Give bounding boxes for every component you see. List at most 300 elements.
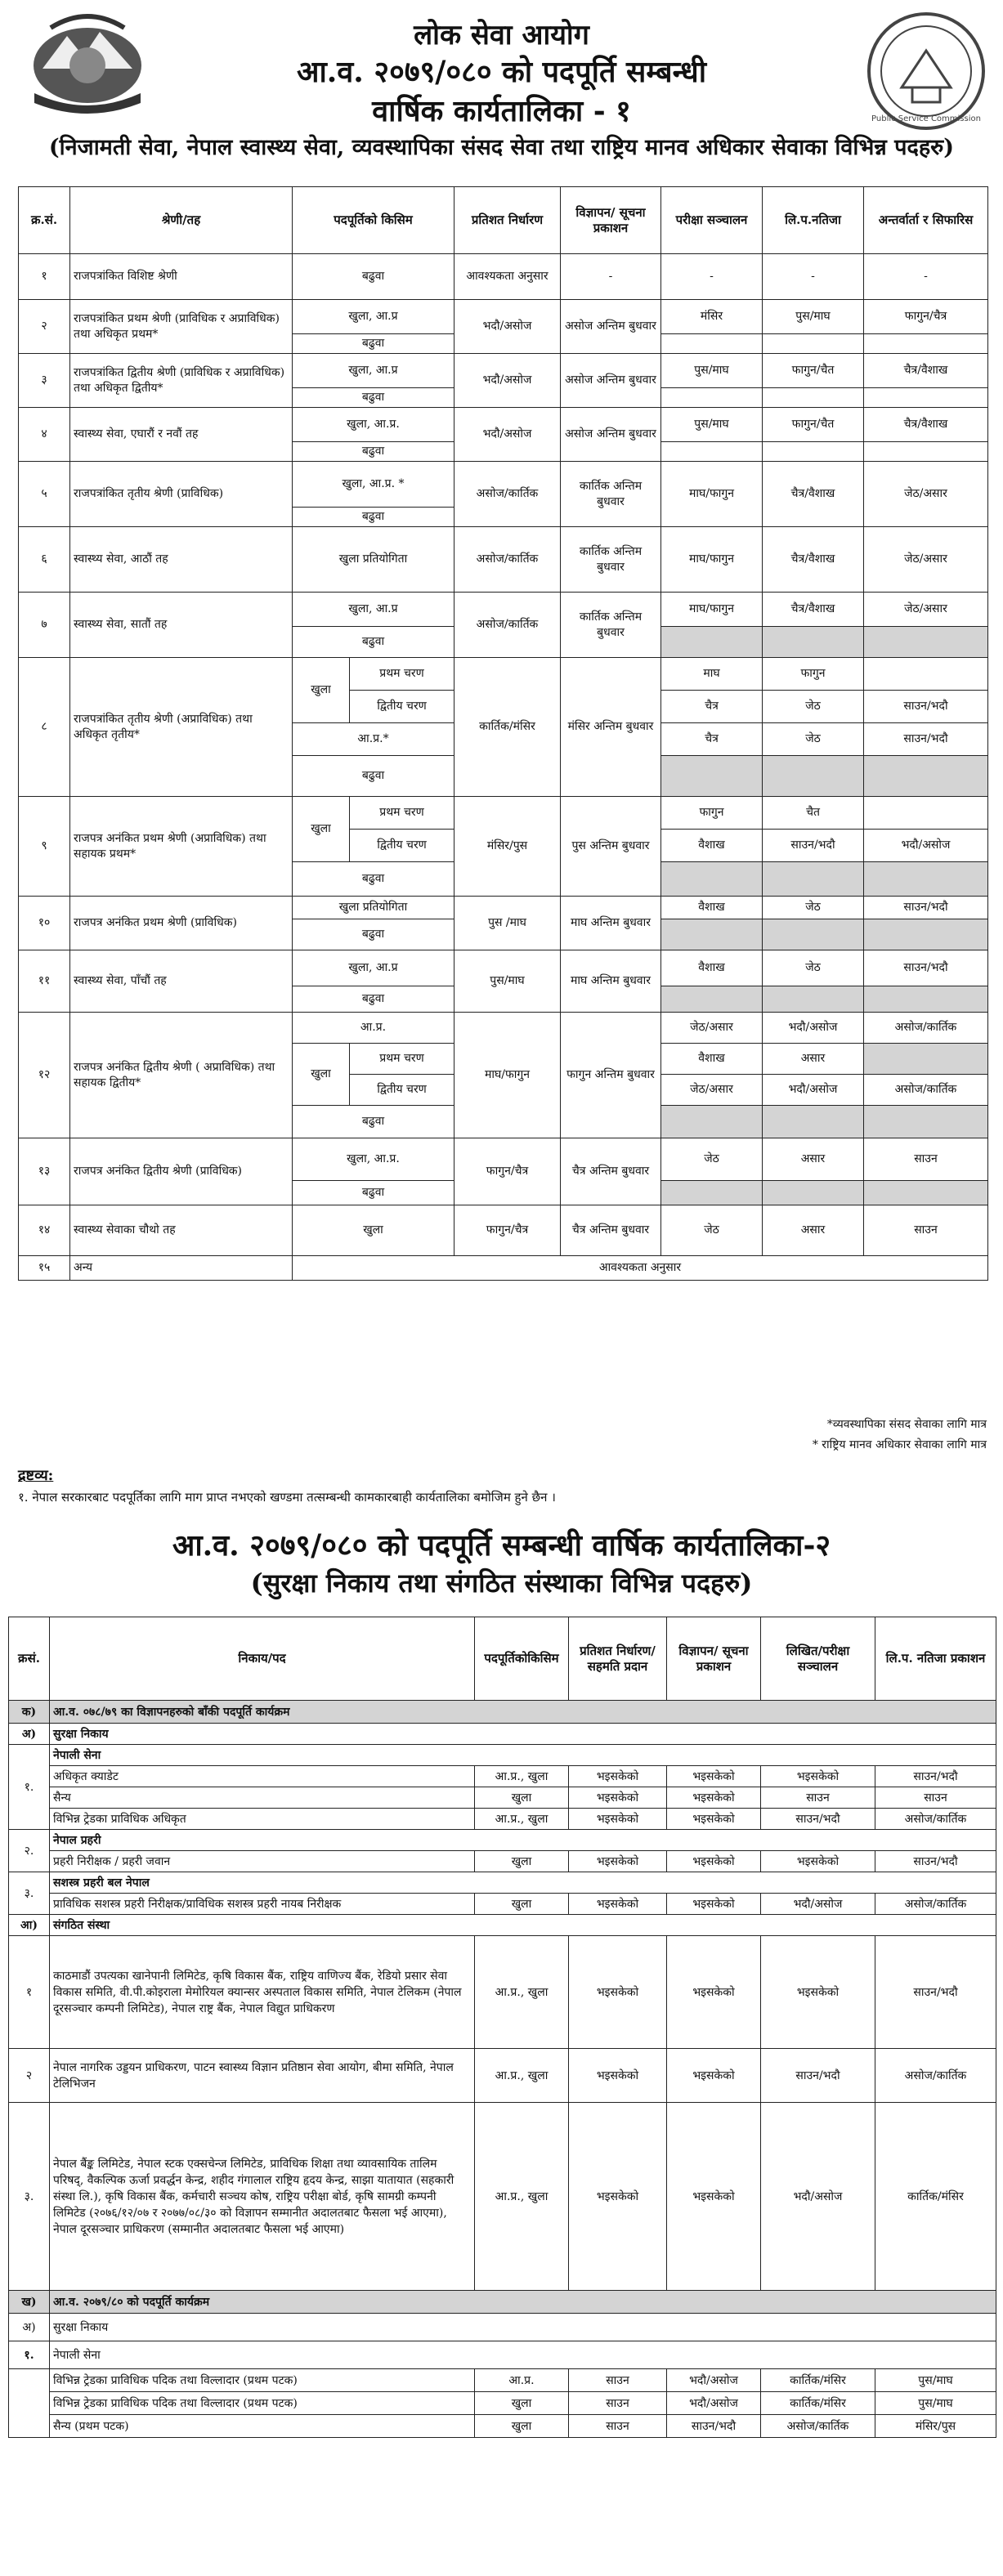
shaded-cell — [661, 862, 763, 897]
row-result: भदौ/असोज — [763, 1013, 864, 1044]
row-advert: कार्तिक अन्तिम बुधवार — [561, 462, 661, 527]
row-type-open: खुला — [293, 658, 350, 723]
row-result: चैत्र/वैशाख — [763, 527, 864, 593]
note-text: १. नेपाल सरकारबाट पदपूर्तिका लागि माग प्राप्त नभएको खण्डमा तत्सम्बन्धी कामकारबाही कार्यतालिका बमोजिम हुने छैन । — [18, 1490, 556, 1505]
section-row — [9, 1701, 996, 1724]
row-sn: ३. — [9, 1872, 50, 1915]
shaded-cell — [864, 1106, 988, 1138]
row-advert: भइसकेको — [667, 1851, 761, 1872]
row-exam: चैत्र — [661, 691, 763, 723]
col-header-exam: परीक्षा सञ्चालन — [661, 187, 763, 254]
row-type: खुला, आ.प्र — [293, 354, 454, 388]
table-header-row — [9, 1617, 996, 1701]
row-percent: भइसकेको — [569, 1766, 667, 1787]
row-result: चैत्र/वैशाख — [763, 462, 864, 527]
row-result: भदौ/असोज — [763, 1075, 864, 1106]
row-percent: साउन — [569, 2392, 667, 2415]
row-type: खुला — [293, 1205, 454, 1256]
shaded-cell — [661, 986, 763, 1013]
row-advert: असोज अन्तिम बुधवार — [561, 408, 661, 462]
row-exam: साउन/भदौ — [761, 1809, 875, 1830]
row-type: खुला, आ.प्र. — [293, 408, 454, 442]
row-phase-2: द्वितीय चरण — [350, 830, 454, 862]
footnote-legislature: *व्यवस्थापिका संसद सेवाका लागि मात्र — [826, 1418, 987, 1431]
row-percent: भइसकेको — [569, 1894, 667, 1915]
row-post: राजपत्रांकित द्वितीय श्रेणी (प्राविधिक र अप्राविधिक) तथा अधिकृत द्वितीय* — [70, 354, 293, 408]
row-advert: साउन/भदौ — [667, 2415, 761, 2438]
body-name: नेपाली सेना — [50, 2341, 996, 2369]
shaded-cell — [661, 756, 763, 797]
table-row — [9, 1894, 996, 1915]
empty-cell — [661, 442, 763, 462]
empty-cell — [661, 334, 763, 354]
subsection-key: आ) — [9, 1915, 50, 1936]
row-post: स्वास्थ्य सेवा, सातौं तह — [70, 593, 293, 658]
row-interview: साउन/भदौ — [864, 897, 988, 919]
row-interview: फागुन/चैत्र — [864, 300, 988, 334]
col-header-interview: अन्तर्वार्ता र सिफारिस — [864, 187, 988, 254]
row-advert: असोज अन्तिम बुधवार — [561, 300, 661, 354]
empty-cell — [864, 334, 988, 354]
row-post: नेपाल नागरिक उड्डयन प्राधिकरण, पाटन स्वास्थ्य विज्ञान प्रतिष्ठान सेवा आयोग, बीमा समिति, नेपाल टेलिभिजन — [50, 2049, 475, 2103]
row-result: पुस/माघ — [875, 2392, 996, 2415]
col-header-result: लि.प. नतिजा प्रकाशन — [875, 1617, 996, 1701]
row-advert: कार्तिक अन्तिम बुधवार — [561, 527, 661, 593]
note-heading: द्रष्टव्य: — [18, 1467, 54, 1484]
row-post: अन्य — [70, 1256, 293, 1281]
col-header-post: श्रेणी/तह — [70, 187, 293, 254]
table-row — [9, 2369, 996, 2392]
row-sn: १. — [9, 2341, 50, 2369]
row-result: जेठ — [763, 897, 864, 919]
row-type: खुला — [475, 1787, 569, 1809]
row-percent: असोज/कार्तिक — [454, 462, 561, 527]
shaded-cell — [763, 1106, 864, 1138]
row-post: काठमाडौं उपत्यका खानेपानी लिमिटेड, कृषि विकास बैंक, राष्ट्रिय वाणिज्य बैंक, रेडियो प्रसार सेवा विकास समिति, वी.पी.कोइराला मेमोरियल क्यान्सर अस्पताल विकास समिति, नेपाल टेलिकम (नेपाल दूरसञ्चार कम्पनी लिमिटेड), नेपाल राष्ट्र बैंक, नेपाल विद्युत प्राधिकरण — [50, 1936, 475, 2049]
row-percent: मंसिर/पुस — [454, 797, 561, 897]
table-row — [19, 300, 988, 334]
row-sn: १४ — [19, 1205, 70, 1256]
table-row — [19, 593, 988, 627]
row-exam: भइसकेको — [761, 1851, 875, 1872]
row-post: राजपत्र अनंकित द्वितीय श्रेणी (प्राविधिक) — [70, 1138, 293, 1205]
row-sn: ३ — [19, 354, 70, 408]
row-sn: ३. — [9, 2103, 50, 2291]
shaded-cell — [864, 1181, 988, 1205]
shaded-cell — [661, 919, 763, 950]
row-phase-2: द्वितीय चरण — [350, 691, 454, 723]
col-header-result: लि.प.नतिजा — [763, 187, 864, 254]
row-exam: फागुन — [661, 797, 763, 830]
table-row — [19, 1205, 988, 1256]
section-key: ख) — [9, 2291, 50, 2314]
row-post: नेपाल बैंङ्क लिमिटेड, नेपाल स्टक एक्सचेन्ज लिमिटेड, प्राविधिक शिक्षा तथा व्यावसायिक तालिम परिषद्, वैकल्पिक ऊर्जा प्रवर्द्धन केन्द्र, शहीद गंगालाल राष्ट्रिय हृदय केन्द्र, साझा यातायात (सहकारी संस्था लि.), कृषि विकास बैंक, कर्मचारी सञ्चय कोष, राष्ट्रिय परीक्षा बोर्ड, कृषि सामग्री कम्पनी लिमिटेड (२०७६/१२/०७ र २०७७/०८/३० को विज्ञापन सम्मानीत अदालतबाट फैसला भई आएमा), नेपाल दूरसञ्चार प्राधिकरण (सम्मानीत अदालतबाट फैसला भई आएमा) — [50, 2103, 475, 2291]
row-type: बढुवा — [293, 254, 454, 300]
row-post: राजपत्रांकित प्रथम श्रेणी (प्राविधिक र अप्राविधिक) तथा अधिकृत प्रथम* — [70, 300, 293, 354]
row-advert: भइसकेको — [667, 2103, 761, 2291]
row-result: जेठ — [763, 723, 864, 756]
shaded-cell — [864, 627, 988, 658]
schedule-title: वार्षिक कार्यतालिका - १ — [372, 94, 631, 128]
row-advert: भदौ/असोज — [667, 2369, 761, 2392]
table-header-row — [19, 187, 988, 254]
row-exam: माघ/फागुन — [661, 593, 763, 627]
table-row — [19, 462, 988, 508]
row-type: आ.प्र., खुला — [475, 2103, 569, 2291]
col-header-advert: विज्ञापन/ सूचना प्रकाशन — [667, 1617, 761, 1701]
shaded-cell — [763, 986, 864, 1013]
shaded-cell — [864, 1044, 988, 1075]
row-exam: पुस/माघ — [661, 408, 763, 442]
subsection-title: सुरक्षा निकाय — [50, 1724, 996, 1745]
row-post: राजपत्र अनंकित द्वितीय श्रेणी ( अप्राविधिक) तथा सहायक द्वितीय* — [70, 1013, 293, 1138]
row-advert: भदौ/असोज — [667, 2392, 761, 2415]
row-exam: माघ/फागुन — [661, 527, 763, 593]
table-row — [19, 527, 988, 593]
row-exam: कार्तिक/मंसिर — [761, 2369, 875, 2392]
row-percent: भदौ/असोज — [454, 408, 561, 462]
row-advert: भइसकेको — [667, 2049, 761, 2103]
row-type: बढुवा — [293, 334, 454, 354]
row-type: खुला प्रतियोगिता — [293, 527, 454, 593]
row-post: प्रहरी निरीक्षक / प्रहरी जवान — [50, 1851, 475, 1872]
row-type-promotion: बढुवा — [293, 862, 454, 897]
row-post: स्वास्थ्य सेवा, एघारौं र नवौं तह — [70, 408, 293, 462]
row-exam: साउन — [761, 1787, 875, 1809]
row-sn: १. — [9, 1745, 50, 1830]
row-type: बढुवा — [293, 508, 454, 527]
row-interview: भदौ/असोज — [864, 830, 988, 862]
section-title: आ.व. २०७९/८० को पदपूर्ति कार्यक्रम — [50, 2291, 996, 2314]
row-interview: जेठ/असार — [864, 462, 988, 527]
row-phase-1: प्रथम चरण — [350, 658, 454, 691]
table-row — [19, 408, 988, 442]
row-percent: फागुन/चैत्र — [454, 1205, 561, 1256]
section-key: क) — [9, 1701, 50, 1724]
row-result: फागुन/चैत — [763, 354, 864, 388]
empty-cell — [763, 442, 864, 462]
schedule-2-table — [8, 1617, 996, 2438]
row-phase-1: प्रथम चरण — [350, 1044, 454, 1075]
row-exam: जेठ/असार — [661, 1013, 763, 1044]
row-advert: भइसकेको — [667, 1766, 761, 1787]
row-interview: असोज/कार्तिक — [864, 1013, 988, 1044]
row-exam: वैशाख — [661, 950, 763, 986]
schedule-2-subtitle: (सुरक्षा निकाय तथा संगठित संस्थाका विभिन्न पदहरु) — [250, 1568, 753, 1599]
table-row — [19, 1138, 988, 1181]
subsection-key: अ) — [9, 2314, 50, 2341]
row-sn: २. — [9, 1830, 50, 1872]
row-sn: ६ — [19, 527, 70, 593]
table-row — [9, 1936, 996, 2049]
shaded-cell — [661, 1106, 763, 1138]
body-heading-row — [9, 2341, 996, 2369]
empty-cell — [661, 388, 763, 408]
shaded-cell — [763, 756, 864, 797]
row-percent: माघ/फागुन — [454, 1013, 561, 1138]
row-percent: पुस/माघ — [454, 950, 561, 1013]
shaded-cell — [864, 756, 988, 797]
row-post: विभिन्न ट्रेडका प्राविधिक पदिक तथा विल्लादार (प्रथम पटक) — [50, 2392, 475, 2415]
row-percent: भइसकेको — [569, 1787, 667, 1809]
body-heading-row — [9, 1830, 996, 1851]
row-advert: फागुन अन्तिम बुधवार — [561, 1013, 661, 1138]
subsection-row — [9, 2314, 996, 2341]
row-advert: कार्तिक अन्तिम बुधवार — [561, 593, 661, 658]
row-percent: असोज/कार्तिक — [454, 527, 561, 593]
row-type: आ.प्र., खुला — [475, 1936, 569, 2049]
row-type: आ.प्र., खुला — [475, 1809, 569, 1830]
row-percent: भइसकेको — [569, 1809, 667, 1830]
row-post: स्वास्थ्य सेवाका चौथो तह — [70, 1205, 293, 1256]
row-type: खुला, आ.प्र — [293, 300, 454, 334]
row-advert: भइसकेको — [667, 1809, 761, 1830]
svg-text:Public Service Commission: Public Service Commission — [871, 114, 981, 123]
row-exam: वैशाख — [661, 897, 763, 919]
row-exam: मंसिर — [661, 300, 763, 334]
table-row — [19, 658, 988, 691]
table-row — [9, 2103, 996, 2291]
row-advert: असोज अन्तिम बुधवार — [561, 354, 661, 408]
row-type: खुला, आ.प्र. — [293, 1138, 454, 1181]
row-result: असोज/कार्तिक — [875, 1894, 996, 1915]
table-row — [9, 1851, 996, 1872]
row-post: विभिन्न ट्रेडका प्राविधिक पदिक तथा विल्लादार (प्रथम पटक) — [50, 2369, 475, 2392]
row-result: पुस/माघ — [763, 300, 864, 334]
empty-cell — [763, 388, 864, 408]
row-type: बढुवा — [293, 919, 454, 950]
row-type: खुला — [475, 1851, 569, 1872]
body-heading-row — [9, 1872, 996, 1894]
row-advert: मंसिर अन्तिम बुधवार — [561, 658, 661, 797]
row-interview: चैत्र/वैशाख — [864, 408, 988, 442]
table-row — [9, 1766, 996, 1787]
col-header-percent: प्रतिशत निर्धारण/ सहमति प्रदान — [569, 1617, 667, 1701]
row-interview: जेठ/असार — [864, 527, 988, 593]
row-advert: माघ अन्तिम बुधवार — [561, 897, 661, 950]
row-interview: असोज/कार्तिक — [864, 1075, 988, 1106]
section-row — [9, 2291, 996, 2314]
year-title: आ.व. २०७९/०८० को पदपूर्ति सम्बन्धी — [296, 55, 707, 89]
table-row — [9, 2392, 996, 2415]
row-exam: माघ — [661, 658, 763, 691]
row-exam: जेठ — [661, 1138, 763, 1181]
row-type-promotion: बढुवा — [293, 756, 454, 797]
schedule-subtitle: (निजामती सेवा, नेपाल स्वास्थ्य सेवा, व्यवस्थापिका संसद सेवा तथा राष्ट्रिय मानव अधिकार सेवाका विभिन्न पदहरु) — [48, 135, 955, 160]
row-exam: चैत्र — [661, 723, 763, 756]
row-result: असोज/कार्तिक — [875, 1809, 996, 1830]
row-exam: वैशाख — [661, 1044, 763, 1075]
table-row — [19, 254, 988, 300]
row-percent: भदौ/असोज — [454, 300, 561, 354]
row-percent: पुस /माघ — [454, 897, 561, 950]
body-name: सशस्त्र प्रहरी बल नेपाल — [50, 1872, 996, 1894]
row-sn: १ — [9, 1936, 50, 2049]
row-result: असार — [763, 1205, 864, 1256]
empty-cell — [763, 334, 864, 354]
row-type: आ.प्र., खुला — [475, 2049, 569, 2103]
row-result: फागुन/चैत — [763, 408, 864, 442]
row-sn: २ — [19, 300, 70, 354]
row-post: सैन्य (प्रथम पटक) — [50, 2415, 475, 2438]
row-percent: साउन — [569, 2369, 667, 2392]
shaded-cell — [864, 862, 988, 897]
section-title: आ.व. ०७८/७९ का विज्ञापनहरुको बाँकी पदपूर्ति कार्यक्रम — [50, 1701, 996, 1724]
row-sn: १ — [19, 254, 70, 300]
row-result: कार्तिक/मंसिर — [875, 2103, 996, 2291]
row-interview: साउन — [864, 1138, 988, 1181]
row-result: चैत — [763, 797, 864, 830]
row-exam: भदौ/असोज — [761, 1894, 875, 1915]
row-advert: चैत्र अन्तिम बुधवार — [561, 1205, 661, 1256]
row-type: बढुवा — [293, 627, 454, 658]
col-header-body: निकाय/पद — [50, 1617, 475, 1701]
row-type-internal: आ.प्र.* — [293, 723, 454, 756]
row-advert: भइसकेको — [667, 1787, 761, 1809]
row-result: साउन/भदौ — [763, 830, 864, 862]
row-advert: भइसकेको — [667, 1894, 761, 1915]
row-type-open: खुला — [293, 1044, 350, 1106]
row-phase-1: प्रथम चरण — [350, 797, 454, 830]
row-percent: भइसकेको — [569, 1936, 667, 2049]
row-type: खुला, आ.प्र — [293, 593, 454, 627]
col-header-type: पदपूर्तिको किसिम — [293, 187, 454, 254]
empty-cell — [864, 388, 988, 408]
row-sn: ८ — [19, 658, 70, 797]
row-post: स्वास्थ्य सेवा, पाँचौं तह — [70, 950, 293, 1013]
row-percent: असोज/कार्तिक — [454, 593, 561, 658]
row-sn: ५ — [19, 462, 70, 527]
row-exam: माघ/फागुन — [661, 462, 763, 527]
row-percent: आवश्यकता अनुसार — [454, 254, 561, 300]
row-exam: जेठ/असार — [661, 1075, 763, 1106]
row-interview: साउन/भदौ — [864, 950, 988, 986]
row-percent: भइसकेको — [569, 1851, 667, 1872]
row-interview — [864, 797, 988, 830]
row-result: असार — [763, 1044, 864, 1075]
shaded-cell — [864, 986, 988, 1013]
shaded-cell — [763, 919, 864, 950]
row-type-promotion: बढुवा — [293, 1106, 454, 1138]
row-type: बढुवा — [293, 442, 454, 462]
row-type: खुला — [475, 2392, 569, 2415]
row-percent: साउन — [569, 2415, 667, 2438]
row-post: राजपत्रांकित तृतीय श्रेणी (प्राविधिक) — [70, 462, 293, 527]
row-type: खुला, आ.प्र. * — [293, 462, 454, 508]
row-result: चैत्र/वैशाख — [763, 593, 864, 627]
row-interview: साउन/भदौ — [864, 723, 988, 756]
row-sn: २ — [9, 2049, 50, 2103]
row-sn: १३ — [19, 1138, 70, 1205]
row-type: खुला — [475, 1894, 569, 1915]
table-row — [19, 950, 988, 986]
row-type-open: खुला — [293, 797, 350, 862]
row-interview: चैत्र/वैशाख — [864, 354, 988, 388]
row-interview: साउन/भदौ — [864, 691, 988, 723]
table-row — [9, 2049, 996, 2103]
table-row — [19, 1013, 988, 1044]
row-sn: ४ — [19, 408, 70, 462]
row-exam: वैशाख — [661, 830, 763, 862]
row-exam: - — [661, 254, 763, 300]
row-result: असार — [763, 1138, 864, 1181]
subsection-row — [9, 1915, 996, 1936]
body-name: नेपाल प्रहरी — [50, 1830, 996, 1851]
row-advert: पुस अन्तिम बुधवार — [561, 797, 661, 897]
row-interview: साउन — [864, 1205, 988, 1256]
row-post: सैन्य — [50, 1787, 475, 1809]
empty-cell — [9, 2369, 50, 2438]
row-exam: भइसकेको — [761, 1936, 875, 2049]
table-row — [19, 797, 988, 830]
row-exam: पुस/माघ — [661, 354, 763, 388]
row-type: खुला — [475, 2415, 569, 2438]
shaded-cell — [661, 627, 763, 658]
subsection-title: संगठित संस्था — [50, 1915, 996, 1936]
organization-title: लोक सेवा आयोग — [414, 19, 589, 51]
shaded-cell — [661, 1181, 763, 1205]
shaded-cell — [763, 1181, 864, 1205]
table-row — [19, 354, 988, 388]
row-type: आ.प्र. — [475, 2369, 569, 2392]
row-advert: चैत्र अन्तिम बुधवार — [561, 1138, 661, 1205]
body-heading-row — [9, 1745, 996, 1766]
row-type: बढुवा — [293, 1181, 454, 1205]
footnote-human-rights: * राष्ट्रिय मानव अधिकार सेवाका लागि मात्र — [812, 1438, 987, 1451]
row-exam: भदौ/असोज — [761, 2103, 875, 2291]
row-sn: ७ — [19, 593, 70, 658]
row-post: अधिकृत क्याडेट — [50, 1766, 475, 1787]
row-sn: १० — [19, 897, 70, 950]
schedule-1-table — [18, 186, 988, 1281]
shaded-cell — [763, 627, 864, 658]
row-advert: माघ अन्तिम बुधवार — [561, 950, 661, 1013]
row-result: साउन — [875, 1787, 996, 1809]
row-advert: - — [561, 254, 661, 300]
row-exam: कार्तिक/मंसिर — [761, 2392, 875, 2415]
row-exam: साउन/भदौ — [761, 2049, 875, 2103]
row-type: खुला प्रतियोगिता — [293, 897, 454, 919]
row-percent: भदौ/असोज — [454, 354, 561, 408]
row-sn: १२ — [19, 1013, 70, 1138]
row-advert: भइसकेको — [667, 1936, 761, 2049]
row-exam: भइसकेको — [761, 1766, 875, 1787]
row-result: जेठ — [763, 691, 864, 723]
subsection-title: सुरक्षा निकाय — [50, 2314, 996, 2341]
row-sn: १५ — [19, 1256, 70, 1281]
row-type-internal: आ.प्र. — [293, 1013, 454, 1044]
shaded-cell — [763, 862, 864, 897]
row-post: राजपत्रांकित तृतीय श्रेणी (अप्राविधिक) तथा अधिकृत तृतीय* — [70, 658, 293, 797]
table-row — [19, 897, 988, 919]
row-result: साउन/भदौ — [875, 1936, 996, 2049]
row-percent: कार्तिक/मंसिर — [454, 658, 561, 797]
row-sn: ११ — [19, 950, 70, 1013]
subsection-key: अ) — [9, 1724, 50, 1745]
shaded-cell — [864, 919, 988, 950]
row-type: खुला, आ.प्र — [293, 950, 454, 986]
col-header-percent: प्रतिशत निर्धारण — [454, 187, 561, 254]
row-post: राजपत्र अनंकित प्रथम श्रेणी (अप्राविधिक) तथा सहायक प्रथम* — [70, 797, 293, 897]
row-interview — [864, 658, 988, 691]
col-header-type: पदपूर्तिकोकिसिम — [475, 1617, 569, 1701]
row-type: बढुवा — [293, 388, 454, 408]
row-exam: जेठ — [661, 1205, 763, 1256]
row-post: प्राविधिक सशस्त्र प्रहरी निरीक्षक/प्राविधिक सशस्त्र प्रहरी नायब निरीक्षक — [50, 1894, 475, 1915]
row-percent: फागुन/चैत्र — [454, 1138, 561, 1205]
subsection-row — [9, 1724, 996, 1745]
col-header-advert: विज्ञापन/ सूचना प्रकाशन — [561, 187, 661, 254]
